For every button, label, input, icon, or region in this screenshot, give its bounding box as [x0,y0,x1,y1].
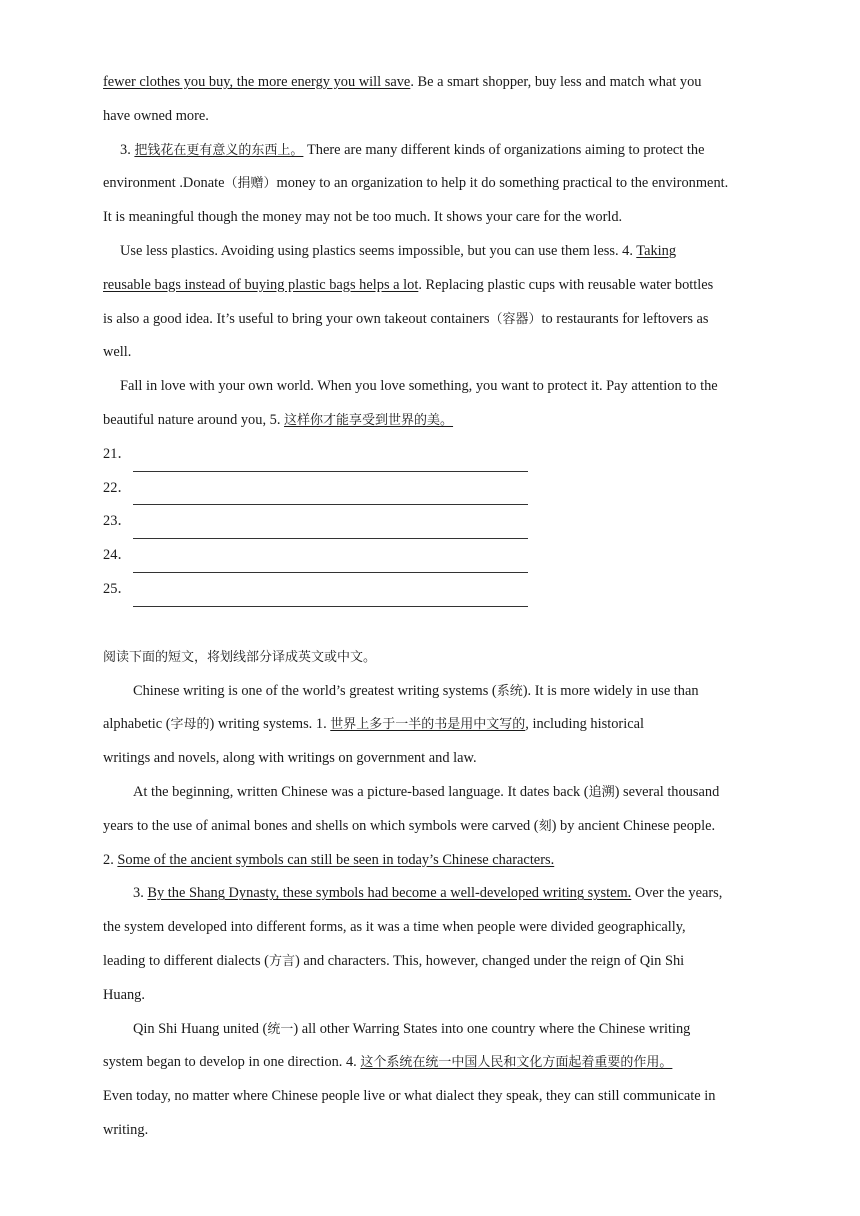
text-line: 2. Some of the ancient symbols can still be seen in today’s Chinese characters. [103,851,555,868]
answer-line[interactable]: 24． [103,539,763,573]
answer-blank[interactable] [133,548,528,573]
text-line: 3. 把钱花在更有意义的东西上。 There are many different kinds of organizations aiming to protect the [120,141,705,158]
document-page [103,66,763,1148]
text-line: writing. [103,1121,149,1138]
text-line: fewer clothes you buy, the more energy you will save. Be a smart shopper, buy less and match what you [103,74,702,90]
text-line: years to the use of animal bones and shells on which symbols were carved (刻) by ancient Chinese people. [103,817,716,834]
text-line: well. [103,344,132,361]
text-line: 3. By the Shang Dynasty, these symbols had become a well-developed writing system. Over the years, [133,885,723,902]
text-line: alphabetic (字母的) writing systems. 1. 世界上多于一半的书是用中文写的, including historical [103,716,644,733]
text-line: Qin Shi Huang united (统一) all other Warring States into one country where the Chinese writing [133,1020,691,1037]
underlined-sentence: reusable bags instead of buying plastic bags helps a lot [103,276,419,293]
text-line: the system developed into different forms, as it was a time when people were divided geographically, [103,919,686,936]
text-line: leading to different dialects (方言) and characters. This, however, changed under the reign of Qin Shi [103,952,685,969]
text-line: Huang. [103,986,145,1003]
underlined-sentence: 世界上多于一半的书是用中文写的 [330,717,526,733]
text-line: Chinese writing is one of the world’s greatest writing systems (系统). It is more widely in use than [133,682,699,699]
text-line: beautiful nature around you, 5. 这样你才能享受到世界的美。 [103,411,454,428]
text-line: Use less plastics. Avoiding using plastics seems impossible, but you can use them less. 4. Taking [120,242,677,259]
text-line: It is meaningful though the money may not be too much. It shows your care for the world. [103,209,623,226]
text-line: Fall in love with your own world. When you love something, you want to protect it. Pay attention to the [120,378,718,395]
underlined-sentence: 这个系统在统一中国人民和文化方面起着重要的作用。 [360,1055,673,1071]
underlined-sentence: By the Shang Dynasty, these symbols had become a well-developed writing system. [147,885,632,902]
underlined-sentence: Taking [636,242,677,259]
text-line: is also a good idea. It’s useful to bring your own takeout containers（容器）to restaurants for leftovers as [103,310,709,327]
answer-blank[interactable] [133,447,528,472]
text-line: environment .Donate（捐赠）money to an organization to help it do something practical to the environment. [103,175,729,192]
underlined-sentence: fewer clothes you buy, the more energy you will save [103,74,411,90]
answer-blank[interactable] [133,480,528,505]
answer-line[interactable]: 25． [103,573,763,607]
text-line: reusable bags instead of buying plastic bags helps a lot. Replacing plastic cups with reusable water bottles [103,276,714,293]
underlined-sentence: 这样你才能享受到世界的美。 [284,412,454,428]
underlined-sentence: Some of the ancient symbols can still be seen in today’s Chinese characters. [117,851,555,868]
answer-blank[interactable] [133,582,528,607]
answer-line[interactable]: 21． [103,438,763,472]
underlined-sentence: 把钱花在更有意义的东西上。 [134,142,304,158]
text-line: system began to develop in one direction. 4. 这个系统在统一中国人民和文化方面起着重要的作用。 [103,1054,673,1071]
section-instruction: 阅读下面的短文，将划线部分译成英文或中文。 [103,649,377,665]
text-line: Even today, no matter where Chinese people live or what dialect they speak, they can still communicate in [103,1088,716,1105]
answer-blank[interactable] [133,514,528,539]
text-line: have owned more. [103,107,209,124]
answer-line[interactable]: 22． [103,472,763,506]
answer-line[interactable]: 23． [103,505,763,539]
text-line: At the beginning, written Chinese was a picture-based language. It dates back (追溯) several thousand [133,783,720,800]
spacer [103,607,763,641]
text-line: writings and novels, along with writings on government and law. [103,750,477,767]
